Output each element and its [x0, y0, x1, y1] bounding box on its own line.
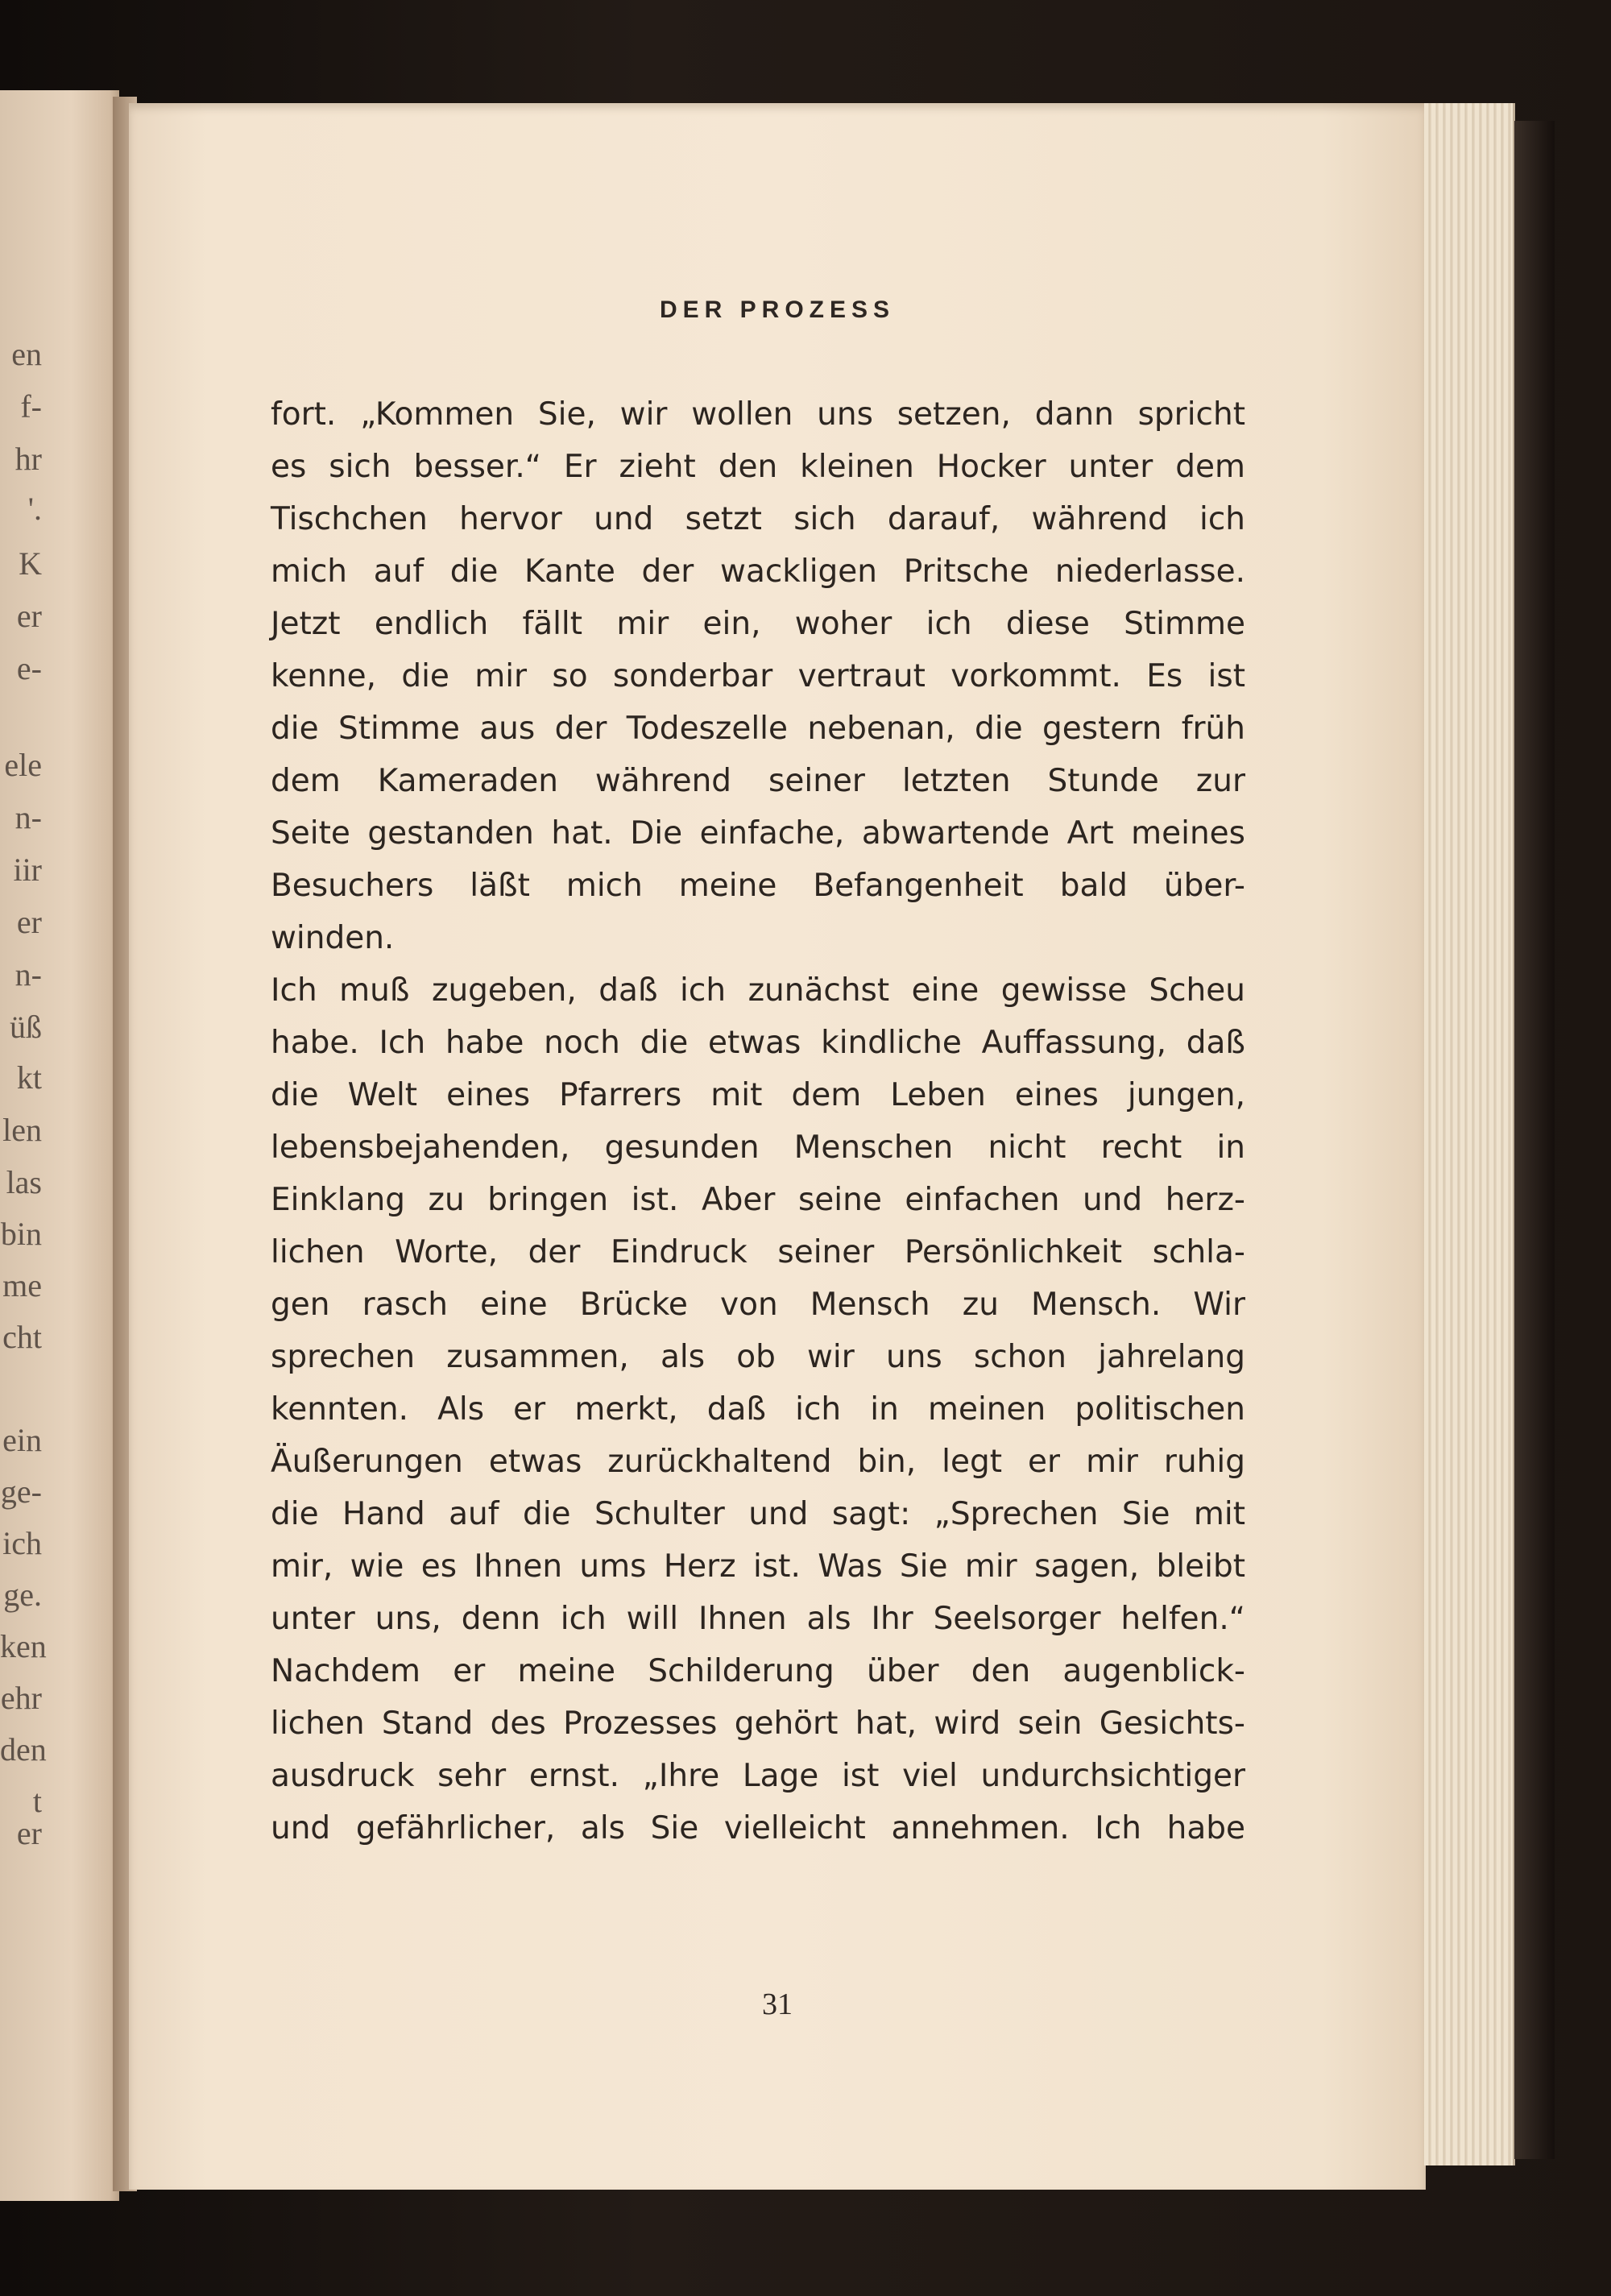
cover-edge [1514, 121, 1555, 2159]
left-page-fragment: ele [4, 747, 42, 783]
text-line: unter uns, denn ich will Ihnen als Ihr Seelsorger helfen.“ [271, 1601, 1245, 1637]
left-page-fragment: kt [16, 1059, 42, 1096]
left-page-fragment: iir [13, 852, 42, 888]
left-page-fragment: las [6, 1164, 42, 1200]
running-head: DER PROZESS [659, 296, 896, 323]
left-page-fragment: den [0, 1731, 47, 1768]
left-page-fragment: er [16, 904, 42, 940]
left-page-fragment: K [19, 545, 42, 582]
left-page-fragment: cht [2, 1319, 42, 1355]
text-line: lichen Worte, der Eindruck seiner Persönlichkeit schla- [271, 1234, 1245, 1270]
text-line: gen rasch eine Brücke von Mensch zu Mensch. Wir [271, 1287, 1245, 1323]
text-line: Nachdem er meine Schilderung über den augenblick- [271, 1653, 1245, 1689]
left-page-fragment: üß [10, 1009, 42, 1045]
left-page-fragment: ken [0, 1628, 47, 1664]
book-page [129, 103, 1426, 2190]
left-page-fragment: ich [2, 1525, 42, 1561]
left-facing-page [0, 90, 119, 2201]
left-page-fragment: f- [20, 388, 42, 425]
page-edge-stack [1424, 103, 1515, 2165]
left-page-fragment: n- [14, 799, 42, 835]
text-line: mich auf die Kante der wackligen Pritsche niederlasse. [271, 553, 1245, 590]
left-page-fragment: '. [27, 491, 42, 527]
text-line: lebensbejahenden, gesunden Menschen nicht recht in [271, 1129, 1245, 1166]
left-page-fragment: ge. [3, 1577, 42, 1613]
text-line: winden. [271, 920, 395, 956]
text-line: Seite gestanden hat. Die einfache, abwartende Art meines [271, 815, 1245, 852]
left-page-fragment: ein [2, 1422, 42, 1458]
left-page-fragment: bin [0, 1216, 42, 1252]
left-page-fragment: t er [16, 1783, 42, 1851]
text-line: die Hand auf die Schulter und sagt: „Sprechen Sie mit [271, 1496, 1245, 1532]
text-line: sprechen zusammen, als ob wir uns schon jahrelang [271, 1339, 1245, 1375]
left-page-fragment: ge- [0, 1473, 42, 1510]
text-line: Tischchen hervor und setzt sich darauf, während ich [271, 501, 1245, 537]
page-number: 31 [762, 1987, 793, 2021]
left-page-fragment: me [2, 1267, 42, 1303]
text-line: habe. Ich habe noch die etwas kindliche Auffassung, daß [271, 1025, 1245, 1061]
left-page-fragment: n- [14, 956, 42, 993]
text-line: kenne, die mir so sonderbar vertraut vorkommt. Es ist [271, 658, 1245, 694]
text-line: Einklang zu bringen ist. Aber seine einfachen und herz- [271, 1182, 1245, 1218]
text-line: Äußerungen etwas zurückhaltend bin, legt er mir ruhig [271, 1444, 1245, 1480]
text-line: Ich muß zugeben, daß ich zunächst eine gewisse Scheu [271, 972, 1245, 1009]
text-line: Jetzt endlich fällt mir ein, woher ich diese Stimme [271, 606, 1245, 642]
text-line: die Welt eines Pfarrers mit dem Leben eines jungen, [271, 1077, 1245, 1113]
text-line: fort. „Kommen Sie, wir wollen uns setzen, dann spricht [271, 396, 1245, 433]
left-page-fragment: e- [16, 650, 42, 686]
left-page-fragment: ehr [0, 1680, 42, 1716]
left-page-fragment: hr [14, 441, 42, 477]
text-line: mir, wie es Ihnen ums Herz ist. Was Sie mir sagen, bleibt [271, 1548, 1245, 1585]
text-line: und gefährlicher, als Sie vielleicht annehmen. Ich habe [271, 1810, 1245, 1846]
left-page-fragment: er [16, 598, 42, 634]
text-line: ausdruck sehr ernst. „Ihre Lage ist viel undurchsichtiger [271, 1758, 1245, 1794]
left-page-fragment: len [2, 1112, 42, 1148]
text-line: kennten. Als er merkt, daß ich in meinen politischen [271, 1391, 1245, 1428]
text-line: dem Kameraden während seiner letzten Stunde zur [271, 763, 1245, 799]
body-text [271, 388, 1245, 1855]
text-line: die Stimme aus der Todeszelle nebenan, die gestern früh [271, 711, 1245, 747]
left-page-fragment: en [11, 336, 42, 372]
text-line: lichen Stand des Prozesses gehört hat, wird sein Gesichts- [271, 1705, 1245, 1742]
text-line: es sich besser.“ Er zieht den kleinen Hocker unter dem [271, 449, 1245, 485]
text-line: Besuchers läßt mich meine Befangenheit bald über- [271, 868, 1245, 904]
